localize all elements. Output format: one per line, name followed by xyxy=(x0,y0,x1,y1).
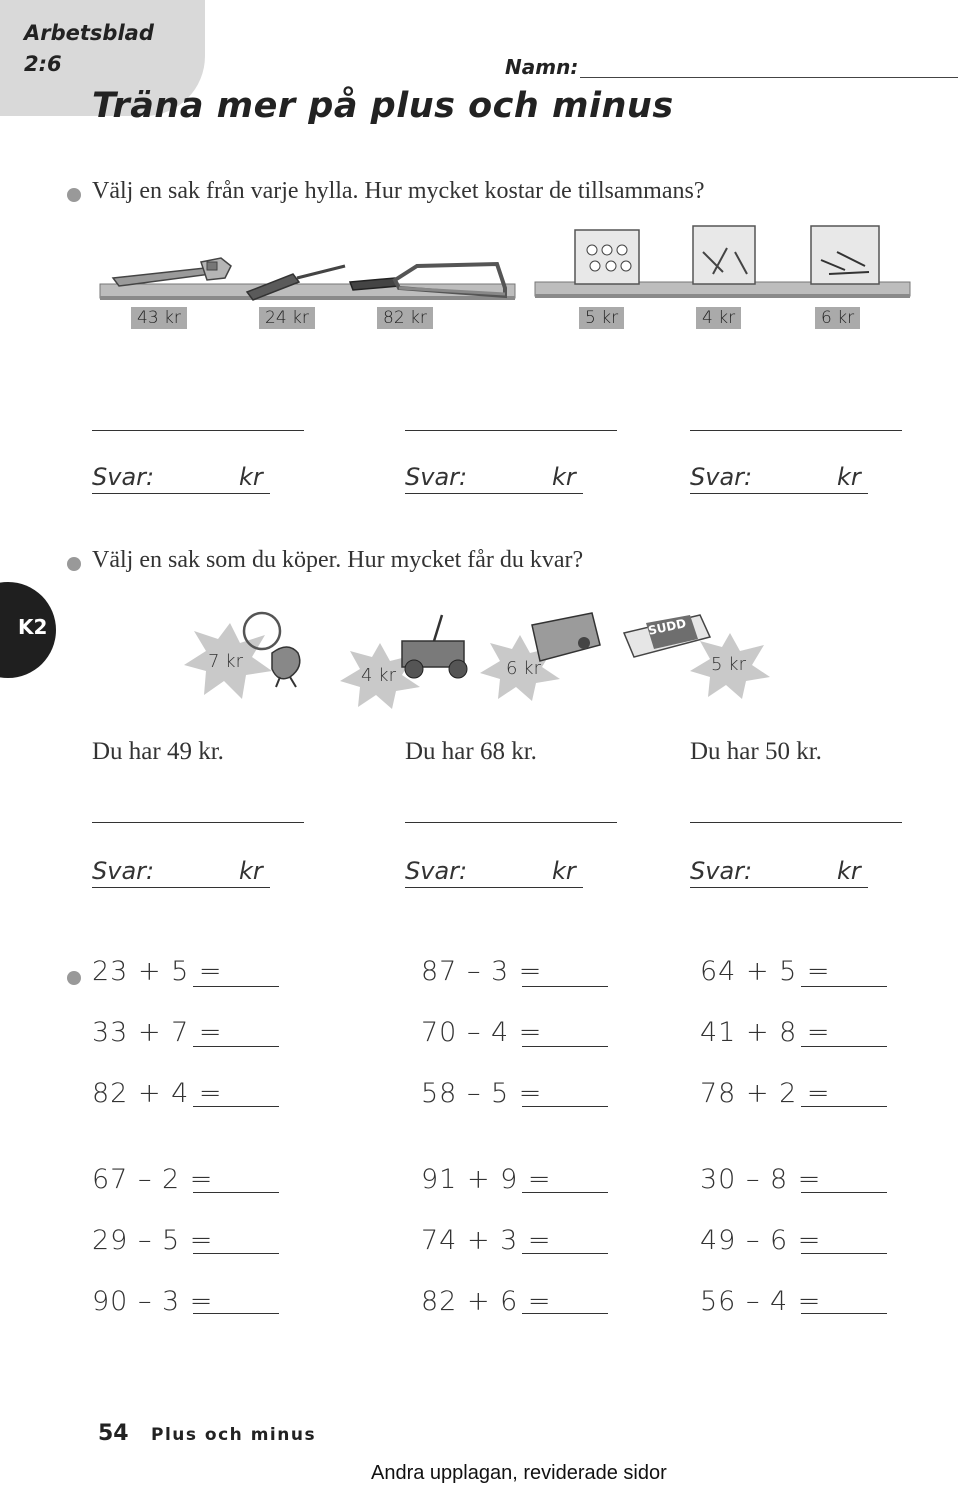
equation-answer-line[interactable] xyxy=(522,986,608,987)
calc-line[interactable] xyxy=(92,430,304,431)
answer-unit: kr xyxy=(239,463,263,491)
equation-answer-line[interactable] xyxy=(193,986,279,987)
equation-answer-line[interactable] xyxy=(801,1192,887,1193)
equation-answer-line[interactable] xyxy=(522,1192,608,1193)
item-price: 5 kr xyxy=(711,654,746,675)
price-tag-screwdriver: 24 kr xyxy=(259,307,315,329)
price-tag-saw: 82 kr xyxy=(377,307,433,329)
equation: 90 – 3 = xyxy=(92,1286,214,1317)
sharpener-icon xyxy=(532,613,600,661)
eraser-label: SUDD xyxy=(646,616,688,638)
equation-answer-line[interactable] xyxy=(193,1106,279,1107)
price-tag-nails: 6 kr xyxy=(815,307,860,329)
answer-label: Svar: xyxy=(92,857,155,885)
worksheet-id xyxy=(24,18,154,80)
equation: 41 + 8 = xyxy=(700,1017,831,1048)
nuts-bag-icon xyxy=(575,230,639,284)
item-price: 4 kr xyxy=(361,665,396,686)
budget-text: Du har 50 kr. xyxy=(690,738,822,765)
equation: 33 + 7 = xyxy=(92,1017,223,1048)
bullet-icon xyxy=(67,557,81,571)
answer-label: Svar: xyxy=(405,857,468,885)
equation-answer-line[interactable] xyxy=(193,1192,279,1193)
budget-text: Du har 49 kr. xyxy=(92,738,224,765)
equation-answer-line[interactable] xyxy=(522,1313,608,1314)
calc-line[interactable] xyxy=(405,430,617,431)
equation-answer-line[interactable] xyxy=(801,986,887,987)
price-tag-screws: 4 kr xyxy=(696,307,741,329)
name-field[interactable] xyxy=(580,77,958,78)
answer-label: Svar: xyxy=(405,463,468,491)
equation: 58 – 5 = xyxy=(421,1078,543,1109)
side-tag-label: K2 xyxy=(18,615,48,639)
equation: 29 – 5 = xyxy=(92,1225,214,1256)
equation-answer-line[interactable] xyxy=(193,1313,279,1314)
answer-unit: kr xyxy=(552,857,576,885)
equation: 74 + 3 = xyxy=(421,1225,552,1256)
equation: 70 – 4 = xyxy=(421,1017,543,1048)
bullet-icon xyxy=(67,971,81,985)
answer-field[interactable] xyxy=(690,463,868,494)
equation: 64 + 5 = xyxy=(700,956,831,987)
answer-unit: kr xyxy=(837,857,861,885)
answer-field[interactable] xyxy=(405,857,583,888)
calc-line[interactable] xyxy=(690,430,902,431)
item-price: 6 kr xyxy=(506,658,541,679)
answer-field[interactable] xyxy=(405,463,583,494)
calc-line[interactable] xyxy=(92,822,304,823)
equation: 87 – 3 = xyxy=(421,956,543,987)
answer-label: Svar: xyxy=(92,463,155,491)
worksheet-label: Arbetsblad xyxy=(24,21,154,45)
bullet-icon xyxy=(67,188,81,202)
equation: 67 – 2 = xyxy=(92,1164,214,1195)
answer-field[interactable] xyxy=(690,857,868,888)
instruction-shelves: Välj en sak från varje hylla. Hur mycket kostar de tillsammans? xyxy=(92,178,705,204)
equation-answer-line[interactable] xyxy=(193,1253,279,1254)
nails-bag-icon xyxy=(811,226,879,284)
answer-label: Svar: xyxy=(690,857,753,885)
equation-answer-line[interactable] xyxy=(193,1046,279,1047)
edition-note: Andra upplagan, reviderade sidor xyxy=(371,1462,667,1484)
item-price: 7 kr xyxy=(208,651,243,672)
budget-text: Du har 68 kr. xyxy=(405,738,537,765)
calc-line[interactable] xyxy=(690,822,902,823)
equation: 82 + 4 = xyxy=(92,1078,223,1109)
equation-answer-line[interactable] xyxy=(522,1106,608,1107)
instruction-buy: Välj en sak som du köper. Hur mycket får du kvar? xyxy=(92,547,584,573)
wrench-icon xyxy=(113,258,231,286)
equation: 30 – 8 = xyxy=(700,1164,822,1195)
shelves-illustration xyxy=(95,222,920,337)
screws-bag-icon xyxy=(693,226,755,284)
equation: 23 + 5 = xyxy=(92,956,223,987)
equation-answer-line[interactable] xyxy=(801,1253,887,1254)
answer-unit: kr xyxy=(239,857,263,885)
equation: 56 – 4 = xyxy=(700,1286,822,1317)
answer-field[interactable] xyxy=(92,857,270,888)
answer-label: Svar: xyxy=(690,463,753,491)
page-title: Träna mer på plus och minus xyxy=(92,86,674,126)
equation-answer-line[interactable] xyxy=(801,1313,887,1314)
items-illustration xyxy=(180,605,780,710)
chapter-title: Plus och minus xyxy=(151,1425,317,1445)
equation-answer-line[interactable] xyxy=(522,1046,608,1047)
equation: 49 – 6 = xyxy=(700,1225,822,1256)
price-tag-nuts: 5 kr xyxy=(579,307,624,329)
equation: 82 + 6 = xyxy=(421,1286,552,1317)
answer-unit: kr xyxy=(837,463,861,491)
calc-line[interactable] xyxy=(405,822,617,823)
price-tag-wrench: 43 kr xyxy=(131,307,187,329)
page-number: 54 xyxy=(98,1421,129,1446)
wagon-icon xyxy=(402,615,467,678)
answer-field[interactable] xyxy=(92,463,270,494)
equation-answer-line[interactable] xyxy=(522,1253,608,1254)
equation-answer-line[interactable] xyxy=(801,1106,887,1107)
equation: 91 + 9 = xyxy=(421,1164,552,1195)
equation-answer-line[interactable] xyxy=(801,1046,887,1047)
equation: 78 + 2 = xyxy=(700,1078,831,1109)
answer-unit: kr xyxy=(552,463,576,491)
worksheet-number: 2:6 xyxy=(24,52,62,76)
name-label: Namn: xyxy=(505,55,579,79)
